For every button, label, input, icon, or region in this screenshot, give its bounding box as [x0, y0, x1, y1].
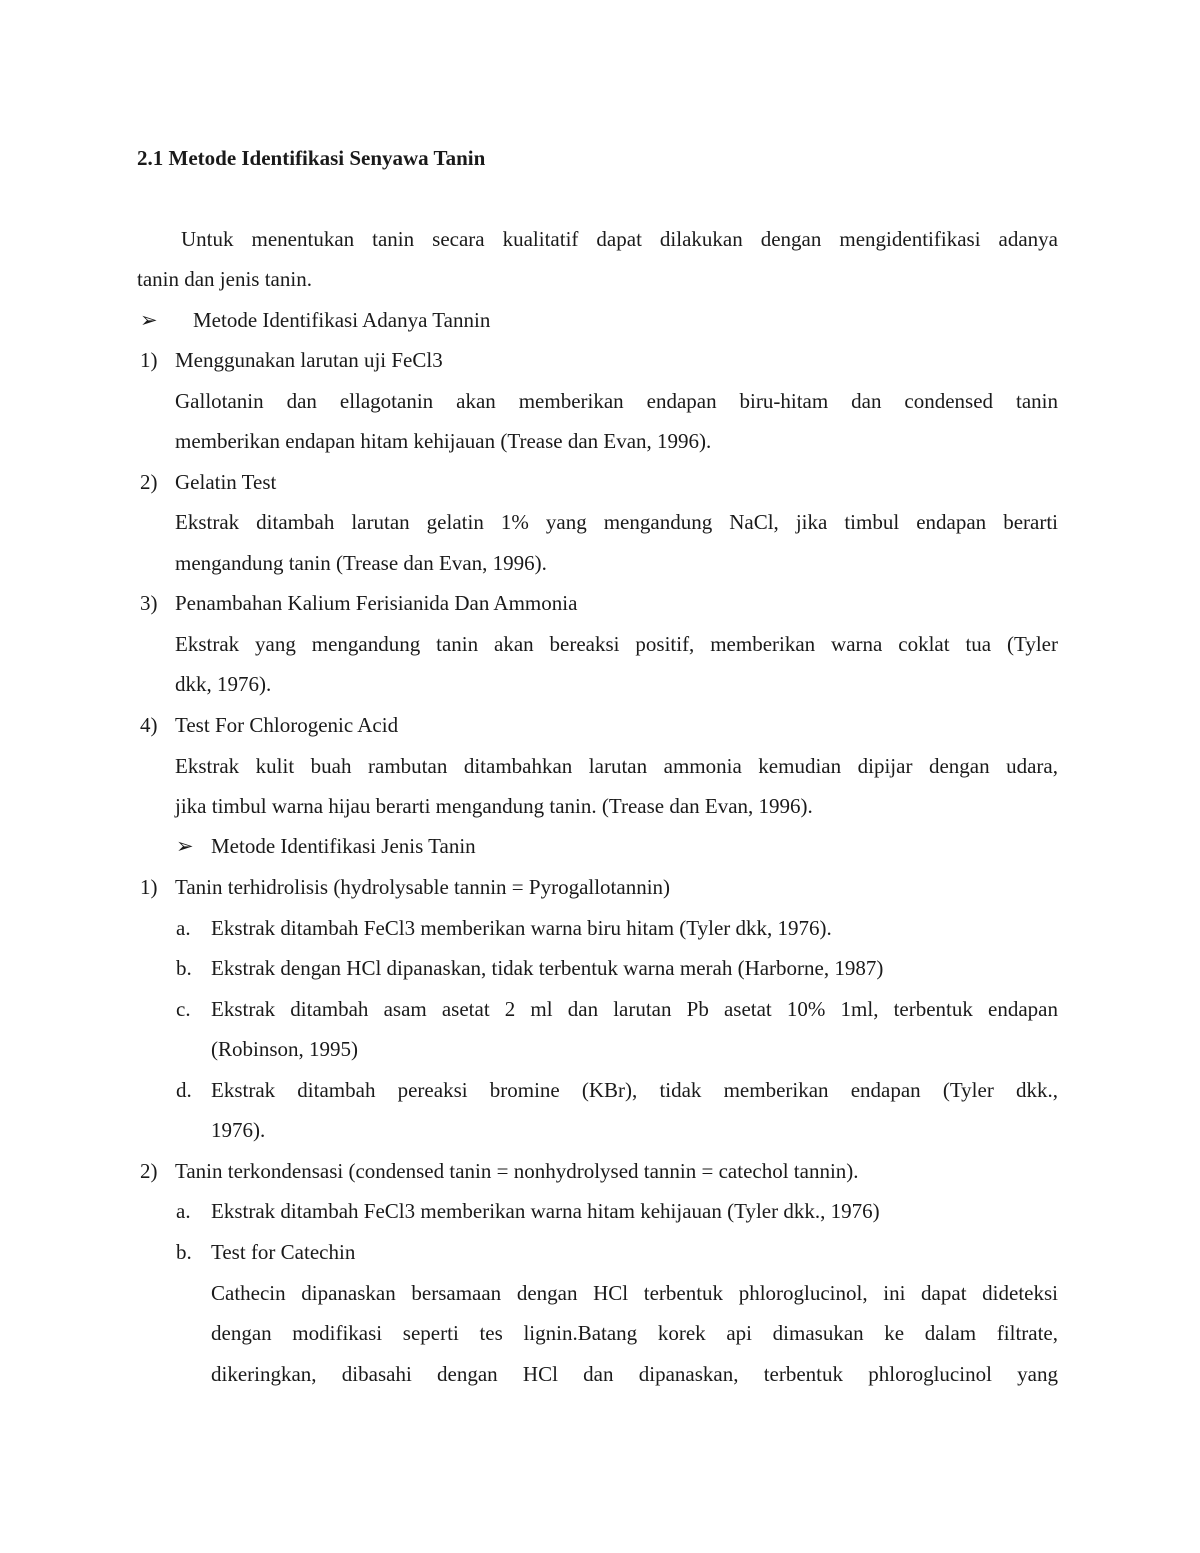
- sub-item-text: Test for Catechin: [211, 1240, 356, 1264]
- list-letter: a.: [176, 1199, 191, 1223]
- section-heading: 2.1 Metode Identifikasi Senyawa Tanin: [137, 146, 486, 170]
- sub-item-text: dengan modifikasi seperti tes lignin.Batang korek api dimasukan ke dalam filtrate,: [211, 1321, 1058, 1345]
- list-number: 1): [140, 875, 158, 899]
- list-letter: b.: [176, 1240, 192, 1264]
- list-number: 4): [140, 713, 158, 737]
- list-item-text: jika timbul warna hijau berarti mengandung tanin. (Trease dan Evan, 1996).: [175, 794, 813, 818]
- list-item-title: Menggunakan larutan uji FeCl3: [175, 348, 443, 372]
- list-letter: c.: [176, 997, 191, 1021]
- sub-item-text: 1976).: [211, 1118, 266, 1142]
- list-letter: a.: [176, 916, 191, 940]
- list-item-text: mengandung tanin (Trease dan Evan, 1996).: [175, 551, 547, 575]
- list-letter: d.: [176, 1078, 192, 1102]
- list-item-title: Gelatin Test: [175, 470, 277, 494]
- sub-item-text: Ekstrak ditambah FeCl3 memberikan warna biru hitam (Tyler dkk, 1976).: [211, 916, 832, 940]
- list-number: 1): [140, 348, 158, 372]
- arrow-bullet-icon: ➢: [140, 308, 158, 332]
- list-number: 3): [140, 591, 158, 615]
- sub-item-text: Ekstrak ditambah pereaksi bromine (KBr), tidak memberikan endapan (Tyler dkk.,: [211, 1078, 1058, 1102]
- subsection-title-jenis: Metode Identifikasi Jenis Tanin: [211, 834, 476, 858]
- sub-item-text: Ekstrak dengan HCl dipanaskan, tidak terbentuk warna merah (Harborne, 1987): [211, 956, 884, 980]
- list-item-text: Gallotanin dan ellagotanin akan memberikan endapan biru-hitam dan condensed tanin: [175, 389, 1058, 413]
- list-item-text: Ekstrak yang mengandung tanin akan bereaksi positif, memberikan warna coklat tua (Tyler: [175, 632, 1058, 656]
- list-number: 2): [140, 1159, 158, 1183]
- list-number: 2): [140, 470, 158, 494]
- list-item-title: Tanin terhidrolisis (hydrolysable tannin = Pyrogallotannin): [175, 875, 671, 899]
- sub-item-text: Ekstrak ditambah asam asetat 2 ml dan larutan Pb asetat 10% 1ml, terbentuk endapan: [211, 997, 1058, 1021]
- list-item-title: Tanin terkondensasi (condensed tanin = nonhydrolysed tannin = catechol tannin).: [175, 1159, 859, 1183]
- arrow-bullet-icon: ➢: [176, 834, 194, 858]
- sub-item-text: Ekstrak ditambah FeCl3 memberikan warna hitam kehijauan (Tyler dkk., 1976): [211, 1199, 880, 1223]
- list-item-text: Ekstrak ditambah larutan gelatin 1% yang mengandung NaCl, jika timbul endapan berarti: [175, 510, 1058, 534]
- sub-item-text: (Robinson, 1995): [211, 1037, 358, 1061]
- list-item-title: Penambahan Kalium Ferisianida Dan Ammonia: [175, 591, 578, 615]
- intro-line-2: tanin dan jenis tanin.: [137, 267, 312, 291]
- sub-item-text: dikeringkan, dibasahi dengan HCl dan dipanaskan, terbentuk phloroglucinol yang: [211, 1362, 1058, 1386]
- subsection-title-adanya: Metode Identifikasi Adanya Tannin: [193, 308, 491, 332]
- list-letter: b.: [176, 956, 192, 980]
- list-item-text: dkk, 1976).: [175, 672, 272, 696]
- list-item-text: memberikan endapan hitam kehijauan (Trease dan Evan, 1996).: [175, 429, 712, 453]
- list-item-title: Test For Chlorogenic Acid: [175, 713, 399, 737]
- intro-line-1: Untuk menentukan tanin secara kualitatif dapat dilakukan dengan mengidentifikasi adanya: [181, 227, 1058, 251]
- sub-item-text: Cathecin dipanaskan bersamaan dengan HCl terbentuk phloroglucinol, ini dapat dideteksi: [211, 1281, 1058, 1305]
- list-item-text: Ekstrak kulit buah rambutan ditambahkan larutan ammonia kemudian dipijar dengan udara,: [175, 754, 1058, 778]
